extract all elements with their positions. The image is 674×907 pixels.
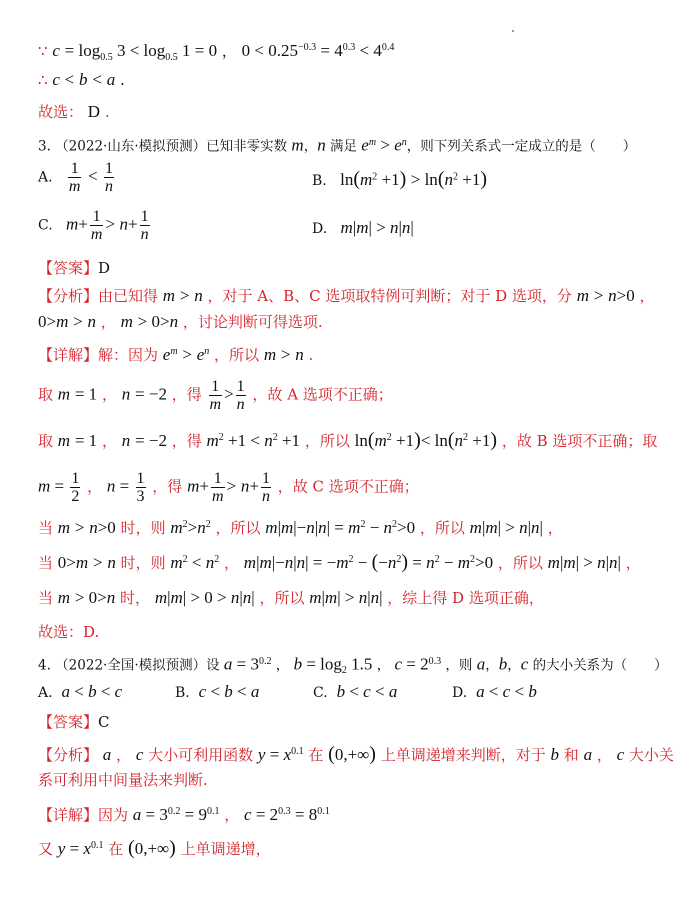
step-2: 取 m = 1 ， n = −2 ，得 $m^2 +1 < n^2 +1$ ，所以 $\ln(m^2 +1)< \ln(n^2 +1)$ ，故 B 选项不正确；取 bbox=[38, 429, 658, 451]
detail-4: 【详解】因为 $a = 3^{0.2} = 9^{0.1}$ ， $c = 2^{0.3} = 8^{0.1}$ bbox=[38, 805, 330, 824]
step-6: 当 m > 0>n 时， m|m| > 0 > n|n| ，所以 m|m| > n|n| ，综上得 D 选项正确， bbox=[38, 588, 544, 607]
analysis-4-line-1: 【分析】 a ， c 大小可利用函数 $y = x^{0.1}$ 在 (0,+∞) 上单调递增来判断，对于 b 和 a ， c 大小关 bbox=[38, 743, 674, 765]
analysis-3-line-2: 0>m > n ， m > 0>n ，讨论判断可得选项. bbox=[38, 312, 323, 331]
question-4-stem: 4. （2022·全国·模拟预测）设 $a = 3^{0.2}$ ， $b = \log_2 1.5$ ， $c = 2^{0.3}$ ，则 a，b，c 的大小关系为（ ） bbox=[38, 654, 668, 677]
answer-4: 【答案】C bbox=[38, 713, 110, 731]
option-c: C. m+ $\frac{1}{m}$ > n+ $\frac{1}{n}$ bbox=[38, 208, 149, 243]
step-5: 当 0>m > n 时，则 $m^2 < n^2$ ， $m|m|-n|n| = -m^2 - (-n^2) = n^2 - m^2>0$ ，所以 m|m| > n|n| ， bbox=[38, 551, 641, 573]
option-d: D. m|m| > n|n| bbox=[312, 218, 414, 237]
step-4: 当 m > n>0 时，则 $m^2>n^2$ ，所以 $m|m|-n|n| = m^2 - n^2>0$ ，所以 m|m| > n|n| ， bbox=[38, 518, 563, 537]
detail-4-line-2: 又 $y = x^{0.1}$ 在 (0,+∞) 上单调递增， bbox=[38, 837, 271, 859]
q4-option-a: A. a < b < c bbox=[38, 682, 123, 701]
analysis-3-line-1: 【分析】由已知得 m > n ，对于 A、B、C 选项取特例可判断；对于 D 选项，分 m > n>0 ， bbox=[38, 286, 655, 305]
analysis-4-line-2: 系可利用中间量法来判断. bbox=[38, 771, 208, 789]
line-answer-choice-prev: 故选： D . bbox=[38, 102, 110, 121]
q4-option-d: D. a < c < b bbox=[452, 682, 537, 701]
q4-option-c: C. b < c < a bbox=[313, 682, 398, 701]
speck bbox=[512, 30, 514, 32]
option-b: B. $\ln(m^2 +1) > \ln(n^2 +1)$ bbox=[312, 168, 487, 190]
step-1: 取 m = 1 ， n = −2 ，得 $\frac{1}{m}$ > $\frac{1}{n}$ ，故 A 选项不正确； bbox=[38, 378, 393, 413]
q4-option-b: B. c < b < a bbox=[175, 682, 260, 701]
question-3-stem: 3. （2022·山东·模拟预测）已知非零实数 m，n 满足 $e^m > e^n$，则下列关系式一定成立的是（ ） bbox=[38, 135, 637, 155]
line-conclusion-1: ∵ $c = \log_{0.5} 3 < \log_{0.5} 1 = 0$ ， $0 < 0.25^{-0.3} = 4^{0.3} < 4^{0.4}$ bbox=[38, 41, 395, 63]
answer-choice-3: 故选：D. bbox=[38, 623, 100, 641]
option-a: A. $\frac{1}{m}$ < $\frac{1}{n}$ bbox=[38, 160, 113, 195]
detail-3: 【详解】解：因为 $e^m > e^n$ ，所以 m > n . bbox=[38, 345, 314, 364]
line-conclusion-2: ∴ c < b < a . bbox=[38, 70, 125, 89]
answer-3: 【答案】D bbox=[38, 259, 111, 277]
step-3: m = $\frac{1}{2}$ ， n = $\frac{1}{3}$ ，得 m+ $\frac{1}{m}$ > n+ $\frac{1}{n}$ ，故 C 选项不正确； bbox=[38, 470, 419, 505]
